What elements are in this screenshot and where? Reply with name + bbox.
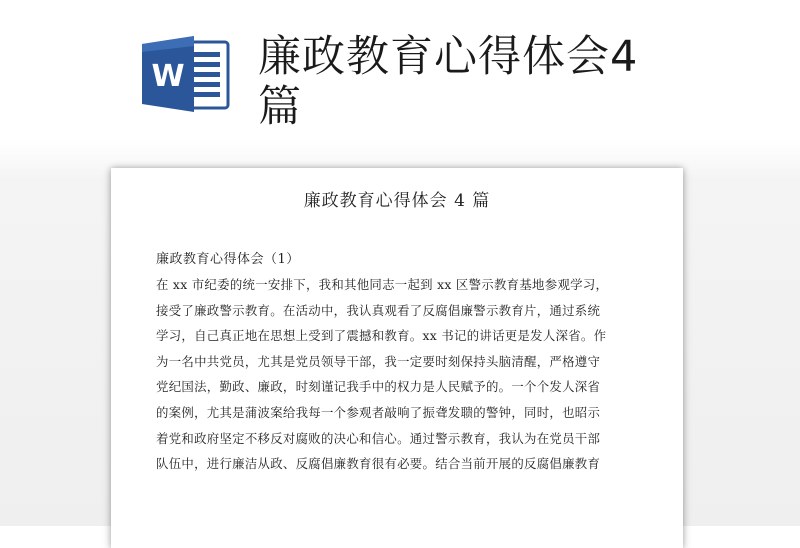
body-line: 党纪国法，勤政、廉政，时刻谨记我手中的权力是人民赋予的。一个个发人深省: [156, 379, 601, 395]
document-title: 廉政教育心得体会 4 篇: [303, 191, 491, 211]
body-line: 队伍中，进行廉洁从政、反腐倡廉教育很有必要。结合当前开展的反腐倡廉教育: [156, 456, 601, 472]
page-title: 廉政教育心得体会4篇: [258, 32, 639, 132]
body-line: 在 xx 市纪委的统一安排下，我和其他同志一起到 xx 区警示教育基地参观学习，: [156, 277, 609, 292]
body-line: 学习，自己真正地在思想上受到了震撼和教育。xx 书记的讲话更是发人深省。作: [156, 328, 607, 344]
body-line: 着党和政府坚定不移反对腐败的决心和信心。通过警示教育，我认为在党员干部: [156, 430, 601, 446]
document-page: [111, 168, 683, 548]
body-line: 接受了廉政警示教育。在活动中，我认真观看了反腐倡廉警示教育片，通过系统: [156, 302, 601, 318]
svg-text:W: W: [151, 59, 185, 94]
document-body: [156, 272, 656, 477]
section-heading: 廉政教育心得体会（1）: [156, 252, 300, 267]
body-line: 的案例，尤其是蒲波案给我每一个参观者敲响了振聋发聩的警钟，同时，也昭示: [156, 404, 601, 420]
word-document-icon: [140, 34, 232, 114]
body-line: 为一名中共党员，尤其是党员领导干部，我一定要时刻保持头脑清醒，严格遵守: [156, 353, 601, 369]
